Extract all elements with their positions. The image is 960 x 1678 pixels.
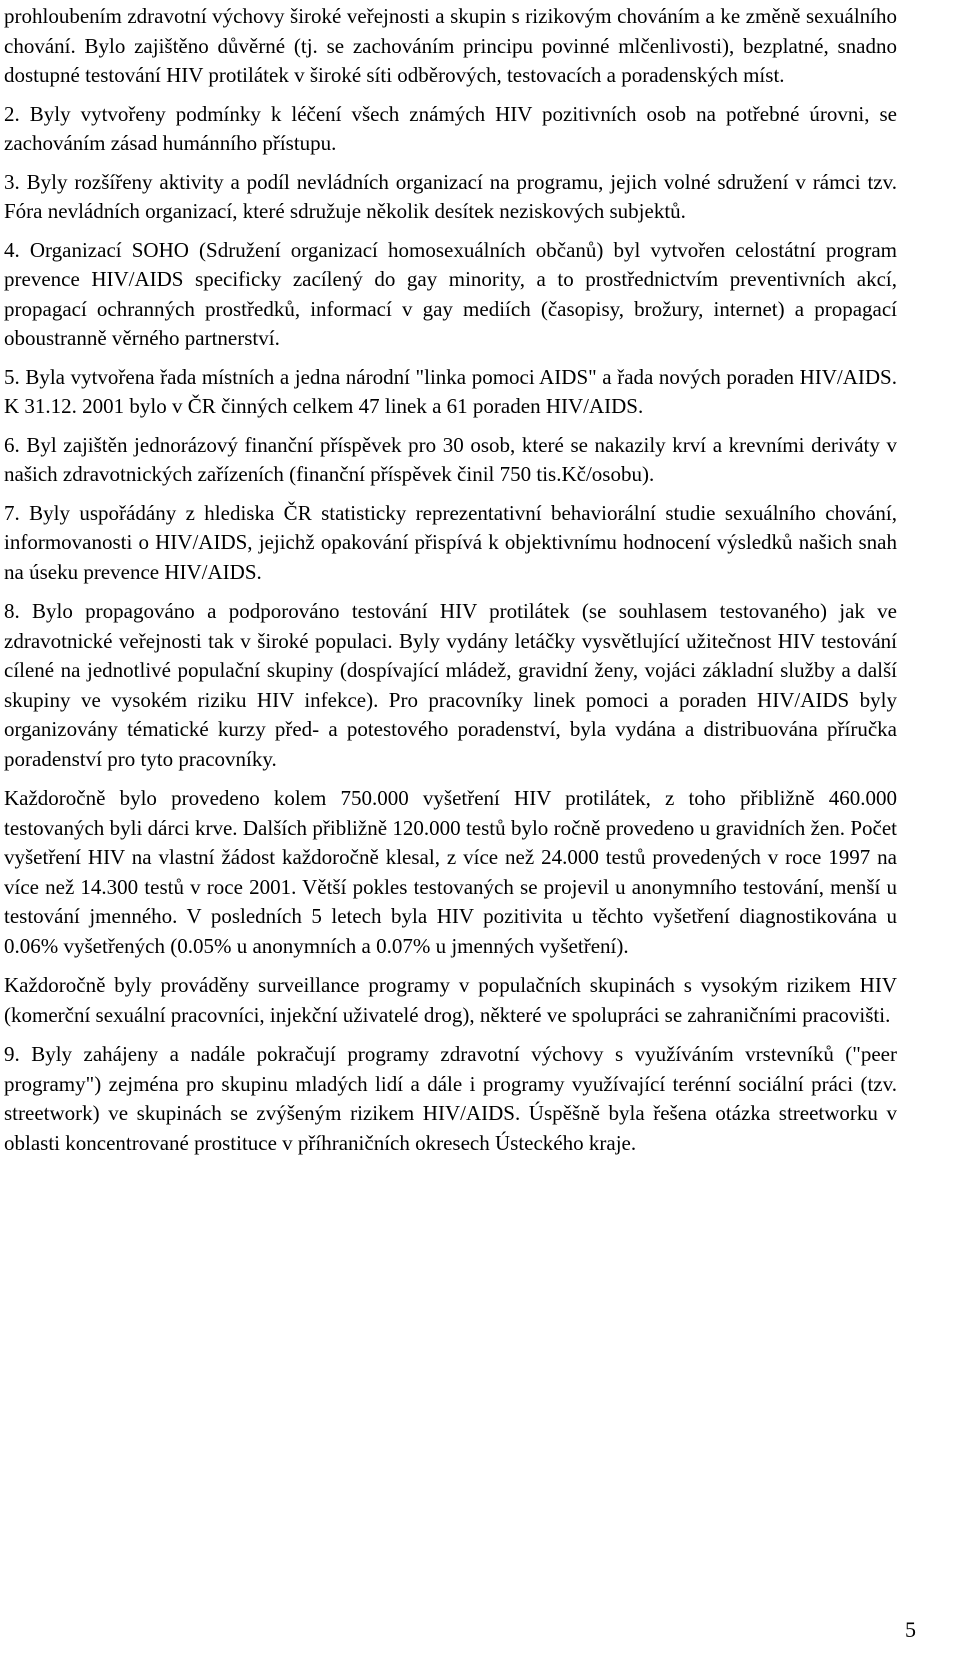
paragraph-intro-continuation: prohloubením zdravotní výchovy široké veřejnosti a skupin s rizikovým chováním a ke změně sexuálního chování. Bylo zajištěno důvěrné (tj. se zachováním principu povinné mlčenlivosti), bezplatné, snadno dostupné testování HIV protilátek v široké síti odběrových, testovacích a poradenských míst. — [4, 4, 897, 87]
paragraph-item-2: 2. Byly vytvořeny podmínky k léčení všech známých HIV pozitivních osob na potřebné úrovni, se zachováním zásad humánního přístupu. — [4, 101, 897, 155]
paragraph-item-7: 7. Byly uspořádány z hlediska ČR statisticky reprezentativní behaviorální studie sexuálního chování, informovanosti o HIV/AIDS, jejichž opakování přispívá k objektivnímu hodnocení výsledků našich snah na úseku prevence HIV/AIDS. — [4, 500, 897, 584]
paragraph-item-3: 3. Byly rozšířeny aktivity a podíl nevládních organizací na programu, jejich volné sdružení v rámci tzv. Fóra nevládních organizací, které sdružuje několik desítek neziskových subjektů. — [4, 169, 897, 223]
paragraph-item-6: 6. Byl zajištěn jednorázový finanční příspěvek pro 30 osob, které se nakazily krví a krevními deriváty v našich zdravotnických zařízeních (finanční příspěvek činil 750 tis.Kč/osobu). — [4, 432, 897, 486]
paragraph-item-4: 4. Organizací SOHO (Sdružení organizací homosexuálních občanů) byl vytvořen celostátní program prevence HIV/AIDS specificky zacílený do gay minority, a to prostřednictvím preventivních akcí, propagací ochranných prostředků, informací v gay mediích (časopisy, brožury, internet) a propagací oboustranně věrného partnerství. — [4, 237, 897, 350]
page-number: 5 — [905, 1617, 916, 1642]
paragraph-item-8: 8. Bylo propagováno a podporováno testování HIV protilátek (se souhlasem testovaného) jak ve zdravotnické veřejnosti tak v široké populaci. Byly vydány letáčky vysvětlující užitečnost HIV testování cílené na jednotlivé populační skupiny (dospívající mládež, gravidní ženy, vojáci základní služby a další skupiny ve vysokém riziku HIV infekce). Pro pracovníky linek pomoci a poraden HIV/AIDS byly organizovány tématické kurzy před- a potestového poradenství, byla vydána a distribuována příručka poradenství pro tyto pracovníky. — [4, 599, 897, 771]
paragraph-item-9: 9. Byly zahájeny a nadále pokračují programy zdravotní výchovy s využíváním vrstevníků ("peer programy") zejména pro skupinu mladých lidí a dále i programy využívající terénní sociální práci (tzv. streetwork) ve skupinách se zvýšeným rizikem HIV/AIDS. Úspěšně byla řešena otázka streetworku v oblasti koncentrované prostituce v příhraničních okresech Ústeckého kraje. — [4, 1042, 897, 1155]
paragraph-surveillance: Každoročně byly prováděny surveillance programy v populačních skupinách s vysokým rizikem HIV (komerční sexuální pracovníci, injekční uživatelé drog), některé ve spolupráci se zahraničními pracovišti. — [4, 973, 897, 1027]
paragraph-item-5: 5. Byla vytvořena řada místních a jedna národní "linka pomoci AIDS" a řada nových poraden HIV/AIDS. K 31.12. 2001 bylo v ČR činných celkem 47 linek a 61 poraden HIV/AIDS. — [4, 364, 897, 418]
paragraph-testing-statistics: Každoročně bylo provedeno kolem 750.000 vyšetření HIV protilátek, z toho přibližně 460.000 testovaných byli dárci krve. Dalších přibližně 120.000 testů bylo ročně provedeno u gravidních žen. Počet vyšetření HIV na vlastní žádost každoročně klesal, z více než 24.000 testů provedených v roce 1997 na více než 14.300 testů v roce 2001. Větší pokles testovaných se projevil u anonymního testování, menší u testování jmenného. V posledních 5 letech byla HIV pozitivita u těchto vyšetření diagnostikována u 0.06% vyšetřených (0.05% u anonymních a 0.07% u jmenných vyšetření). — [4, 786, 897, 958]
document-page — [4, 0, 897, 1158]
